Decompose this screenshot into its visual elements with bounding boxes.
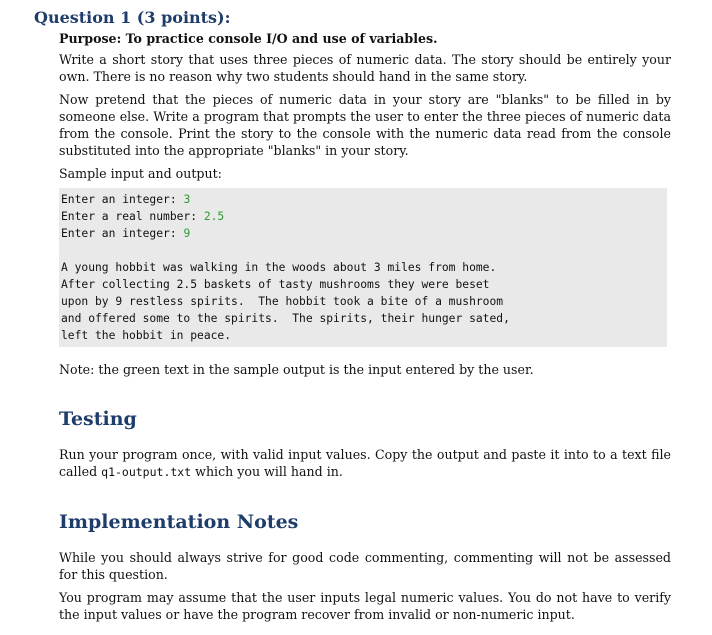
story-output-line: and offered some to the spirits. The spirits, their hunger sated, (61, 312, 510, 325)
testing-paragraph (59, 446, 671, 481)
input-prompt: Enter a real number: (61, 210, 204, 223)
user-input-value: 2.5 (203, 210, 225, 223)
story-output-line: A young hobbit was walking in the woods about 3 miles from home. (61, 261, 497, 274)
sample-label: Sample input and output: (59, 166, 222, 181)
note-paragraph: Note: the green text in the sample output is the input entered by the user. (59, 362, 534, 377)
purpose-line: Purpose: To practice console I/O and use of variables. (59, 31, 438, 46)
instructions-paragraph: Now pretend that the pieces of numeric data in your story are "blanks" to be filled in by someone else. Write a program that prompts the user to enter the three pieces of numeric data from the console. Print the story to the console with the numeric data read from the console substituted into the appropriate "blanks" in your story. (59, 92, 671, 158)
user-input-value: 3 (183, 193, 191, 206)
testing-text: Run your program once, with valid input values. Copy the output and paste it into to a text file called (59, 447, 671, 479)
testing-text-end: which you will hand in. (191, 464, 343, 479)
input-prompt: Enter an integer: (61, 193, 184, 206)
sample-input-line (61, 225, 663, 242)
intro-paragraph: Write a short story that uses three pieces of numeric data. The story should be entirely your own. There is no reason why two students should hand in the same story. (59, 52, 671, 84)
implementation-heading: Implementation Notes (59, 511, 299, 533)
sample-input-line (61, 208, 663, 225)
sample-input-line (61, 191, 663, 208)
story-output-line: upon by 9 restless spirits. The hobbit took a bite of a mushroom (61, 295, 504, 308)
question-body (59, 30, 671, 629)
user-input-value: 9 (183, 227, 191, 240)
input-assumption-paragraph: You program may assume that the user inputs legal numeric values. You do not have to verify the input values or have the program recover from invalid or non-numeric input. (59, 590, 671, 622)
story-output-line: left the hobbit in peace. (61, 329, 232, 342)
input-prompt: Enter an integer: (61, 227, 184, 240)
story-output-line: After collecting 2.5 baskets of tasty mushrooms they were beset (61, 278, 490, 291)
commenting-paragraph: While you should always strive for good code commenting, commenting will not be assessed for this question. (59, 550, 671, 582)
testing-heading: Testing (59, 408, 137, 430)
question-title: Question 1 (3 points): (34, 8, 231, 27)
blank-line (61, 242, 663, 259)
output-filename: q1-output.txt (101, 465, 192, 479)
sample-io-block (59, 188, 667, 347)
